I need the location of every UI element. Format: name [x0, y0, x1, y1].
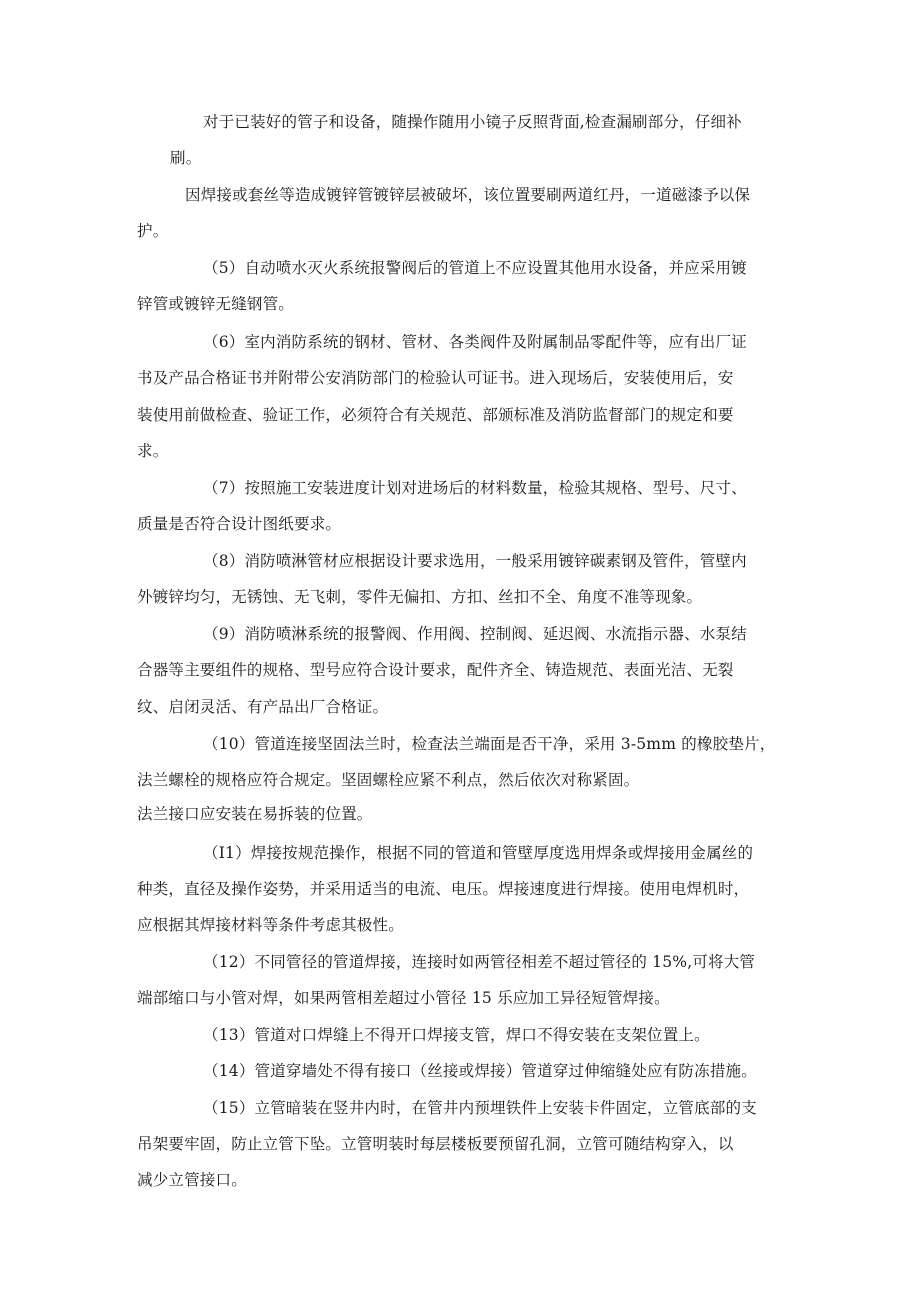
paragraph-line: 合器等主要组件的规格、型号应符合设计要求，配件齐全、铸造规范、表面光洁、无裂	[137, 661, 734, 679]
paragraph-line: （6）室内消防系统的钢材、管材、各类阀件及附属制品零配件等，应有出厂证	[203, 333, 747, 351]
paragraph-line: 因焊接或套丝等造成镀锌管镀锌层被破坏，该位置要刷两道红丹，一道磁漆予以保	[185, 186, 751, 204]
paragraph-line: 护。	[137, 222, 169, 240]
paragraph-line: 书及产品合格证书并附带公安消防部门的检验认可证书。进入现场后，安装使用后，安	[137, 369, 734, 387]
paragraph-line: 吊架要牢固，防止立管下坠。立管明装时每层楼板要预留孔洞，立管可随结构穿入，以	[137, 1135, 734, 1153]
paragraph-line: 法兰螺栓的规格应符合规定。坚固螺栓应紧不利点，然后依次对称紧固。	[137, 771, 640, 789]
paragraph-line: 质量是否符合设计图纸要求。	[137, 515, 342, 533]
paragraph-line: （14）管道穿墙处不得有接口（丝接或焊接）管道穿过伸缩缝处应有防冻措施。	[203, 1062, 757, 1080]
paragraph-line: （9）消防喷淋系统的报警阀、作用阀、控制阀、延迟阀、水流指示器、水泵结	[203, 625, 747, 643]
paragraph-line: （8）消防喷淋管材应根据设计要求选用，一般采用镀锌碳素钢及管件，管壁内	[203, 552, 747, 570]
paragraph-line: 锌管或镀锌无缝钢管。	[137, 295, 295, 313]
paragraph-line: （10）管道连接坚固法兰时，检查法兰端面是否干净，采用 3-5mm 的橡胶垫片，	[203, 735, 776, 753]
paragraph-line: （5）自动喷水灭火系统报警阀后的管道上不应设置其他用水设备，并应采用镀	[203, 259, 747, 277]
paragraph-line: （15）立管暗装在竖井内时，在管井内预埋铁件上安装卡件固定，立管底部的支	[203, 1099, 757, 1117]
paragraph-line: 装使用前做检查、验证工作，必须符合有关规范、部颁标准及消防监督部门的规定和要	[137, 406, 734, 424]
paragraph-line: 应根据其焊接材料等条件考虑其极性。	[137, 916, 404, 934]
paragraph-line: 端部缩口与小管对焊，如果两管相差超过小管径 15 乐应加工异径短管焊接。	[137, 989, 670, 1007]
paragraph-line: 刷。	[170, 149, 202, 167]
paragraph-line: （12）不同管径的管道焊接，连接时如两管径相差不超过管径的 15%,可将大管	[203, 953, 756, 971]
paragraph-line: 外镀锌均匀，无锈蚀、无飞刺，零件无偏扣、方扣、丝扣不全、角度不准等现象。	[137, 588, 703, 606]
paragraph-line: 纹、启闭灵活、有产品出厂合格证。	[137, 698, 389, 716]
paragraph-line: 减少立管接口。	[137, 1171, 247, 1189]
paragraph-line: 法兰接口应安装在易拆装的位置。	[137, 805, 373, 823]
paragraph-line: （I1）焊接按规范操作，根据不同的管道和管壁厚度选用焊条或焊接用金属丝的	[203, 844, 754, 862]
paragraph-line: 求。	[137, 442, 169, 460]
paragraph-line: 对于已装好的管子和设备，随操作随用小镜子反照背面,检查漏刷部分，仔细补	[203, 113, 742, 131]
paragraph-line: 种类，直径及操作姿势，并采用适当的电流、电压。焊接速度进行焊接。使用电焊机时，	[137, 880, 750, 898]
paragraph-line: （13）管道对口焊缝上不得开口焊接支管，焊口不得安装在支架位置上。	[203, 1026, 710, 1044]
paragraph-line: （7）按照施工安装进度计划对进场后的材料数量，检验其规格、型号、尺寸、	[203, 479, 747, 497]
